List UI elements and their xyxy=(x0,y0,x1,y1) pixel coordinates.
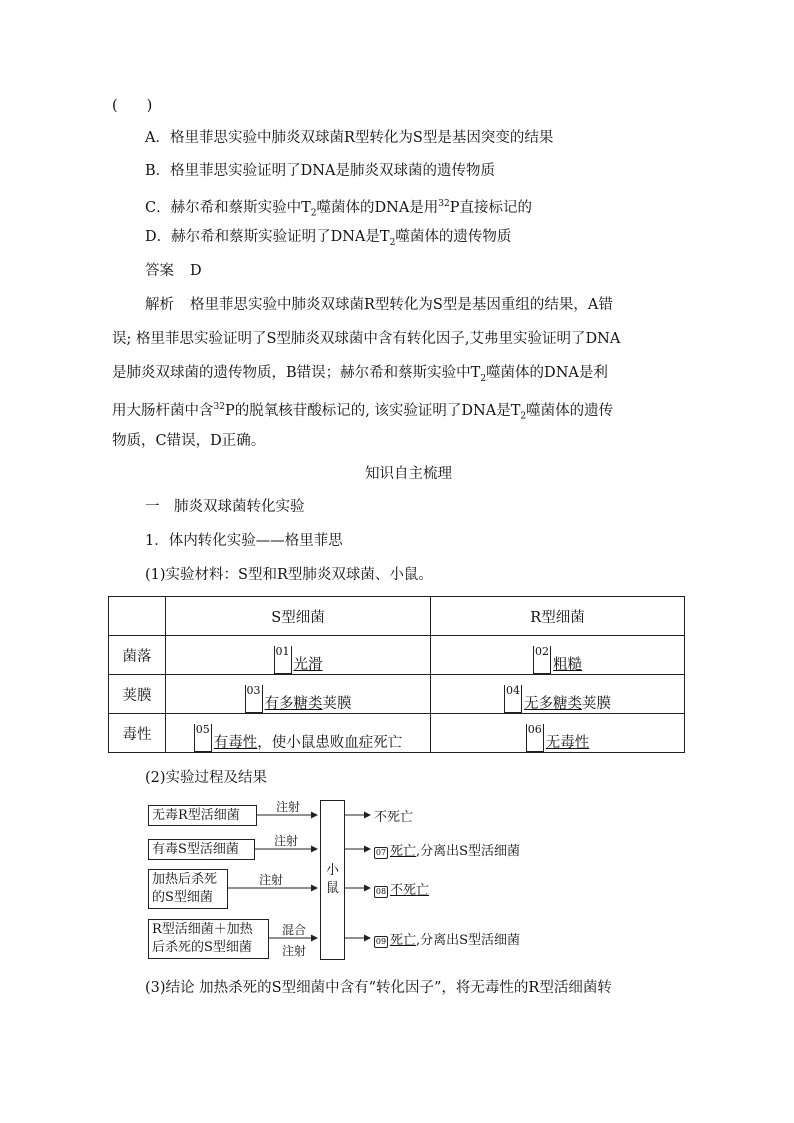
analysis-line-4: 用大肠杆菌中含$^{32}$P的脱氧核苷酸标记的, 该实验证明了DNA是$T_2$噬菌体的遗传 xyxy=(112,402,614,422)
r-cell: 04 无多糖类 荚膜 xyxy=(431,675,685,714)
answer-label: 答案 xyxy=(145,263,174,279)
option-b: B．格里菲思实验证明了DNA是肺炎双球菌的遗传物质 xyxy=(145,163,495,179)
blank-number: 02 xyxy=(533,646,551,674)
result-4: 09 死亡,分离出S型活细菌 xyxy=(375,933,521,948)
arrow-label: 注射 xyxy=(276,800,301,814)
option-a: A．格里菲思实验中肺炎双球菌R型转化为S型是基因突变的结果 xyxy=(145,130,554,146)
table-header-cell: R型细菌 xyxy=(431,597,685,636)
blank-answer: 粗糙 xyxy=(553,657,582,673)
material-line: (1)实验材料：S型和R型肺炎双球菌、小鼠。 xyxy=(145,567,433,583)
process-title: (2)实验过程及结果 xyxy=(145,770,268,786)
analysis-line-3: 是肺炎双球菌的遗传物质，B错误；赫尔希和蔡斯实验中$T_2$噬菌体的DNA是利 xyxy=(112,365,608,384)
blank-number: 09 xyxy=(375,937,387,946)
analysis-line-1: 解析 格里菲思实验中肺炎双球菌R型转化为S型是基因重组的结果，A错 xyxy=(145,297,613,313)
blank-number: 08 xyxy=(375,887,387,896)
answer-value: D xyxy=(190,263,202,279)
section-title: 知识自主梳理 xyxy=(365,466,452,482)
heading-2: 1．体内转化实验——格里菲思 xyxy=(145,533,343,549)
row-label: 荚膜 xyxy=(109,675,166,714)
row-label: 菌落 xyxy=(109,636,166,675)
blank-number: 05 xyxy=(194,724,212,752)
s-cell: 03 有多糖类 荚膜 xyxy=(166,675,431,714)
arrow-label: 混合 xyxy=(282,923,307,937)
table-header-cell: S型细菌 xyxy=(166,597,431,636)
blank-answer: 有多糖类 xyxy=(264,696,323,712)
box-r-live: 无毒R型活细菌 xyxy=(148,805,257,826)
box-s-live: 有毒S型活细菌 xyxy=(148,839,255,860)
blank-answer: 无多糖类 xyxy=(524,696,582,712)
blank-number: 04 xyxy=(504,685,522,713)
option-d: D．赫尔希和蔡斯实验证明了DNA是$T_2$噬菌体的遗传物质 xyxy=(145,229,512,248)
conclusion-line: (3)结论 加热杀死的S型细菌中含有“转化因子”，将无毒性的R型活细菌转 xyxy=(145,980,612,996)
arrow-label: 注射 xyxy=(259,873,284,887)
analysis-line-2: 误; 格里菲思实验证明了S型肺炎双球菌中含有转化因子,艾弗里实验证明了DNA xyxy=(112,331,621,347)
blank-number: 07 xyxy=(375,848,387,857)
arrow-label: 注射 xyxy=(274,834,299,848)
answer-paren: ( ) xyxy=(112,98,153,114)
mouse-box: 小 鼠 xyxy=(320,800,345,960)
heading-1: 一 肺炎双球菌转化实验 xyxy=(145,499,305,515)
blank-answer: 有毒性 xyxy=(213,735,258,751)
result-2: 07 死亡,分离出S型活细菌 xyxy=(375,844,521,859)
blank-number: 03 xyxy=(245,685,263,713)
box-mixture: R型活细菌＋加热 后杀死的S型细菌 xyxy=(148,919,269,959)
row-label: 毒性 xyxy=(109,714,166,753)
arrow-label: 注射 xyxy=(282,944,307,958)
blank-answer: 无毒性 xyxy=(545,735,590,751)
box-s-heat-killed: 加热后杀死 的S型细菌 xyxy=(148,869,228,909)
blank-number: 06 xyxy=(526,724,544,752)
s-cell: 05 有毒性 ，使小鼠患败血症死亡 xyxy=(166,714,431,753)
blank-number: 01 xyxy=(274,646,292,674)
option-c: C．赫尔希和蔡斯实验中$T_2$噬菌体的DNA是用$^{32}$P直接标记的 xyxy=(145,199,533,219)
result-1: 不死亡 xyxy=(374,810,414,825)
result-3: 08 不死亡 xyxy=(375,883,430,898)
analysis-line-5: 物质，C错误，D正确。 xyxy=(112,433,266,449)
blank-answer: 光滑 xyxy=(293,657,323,673)
